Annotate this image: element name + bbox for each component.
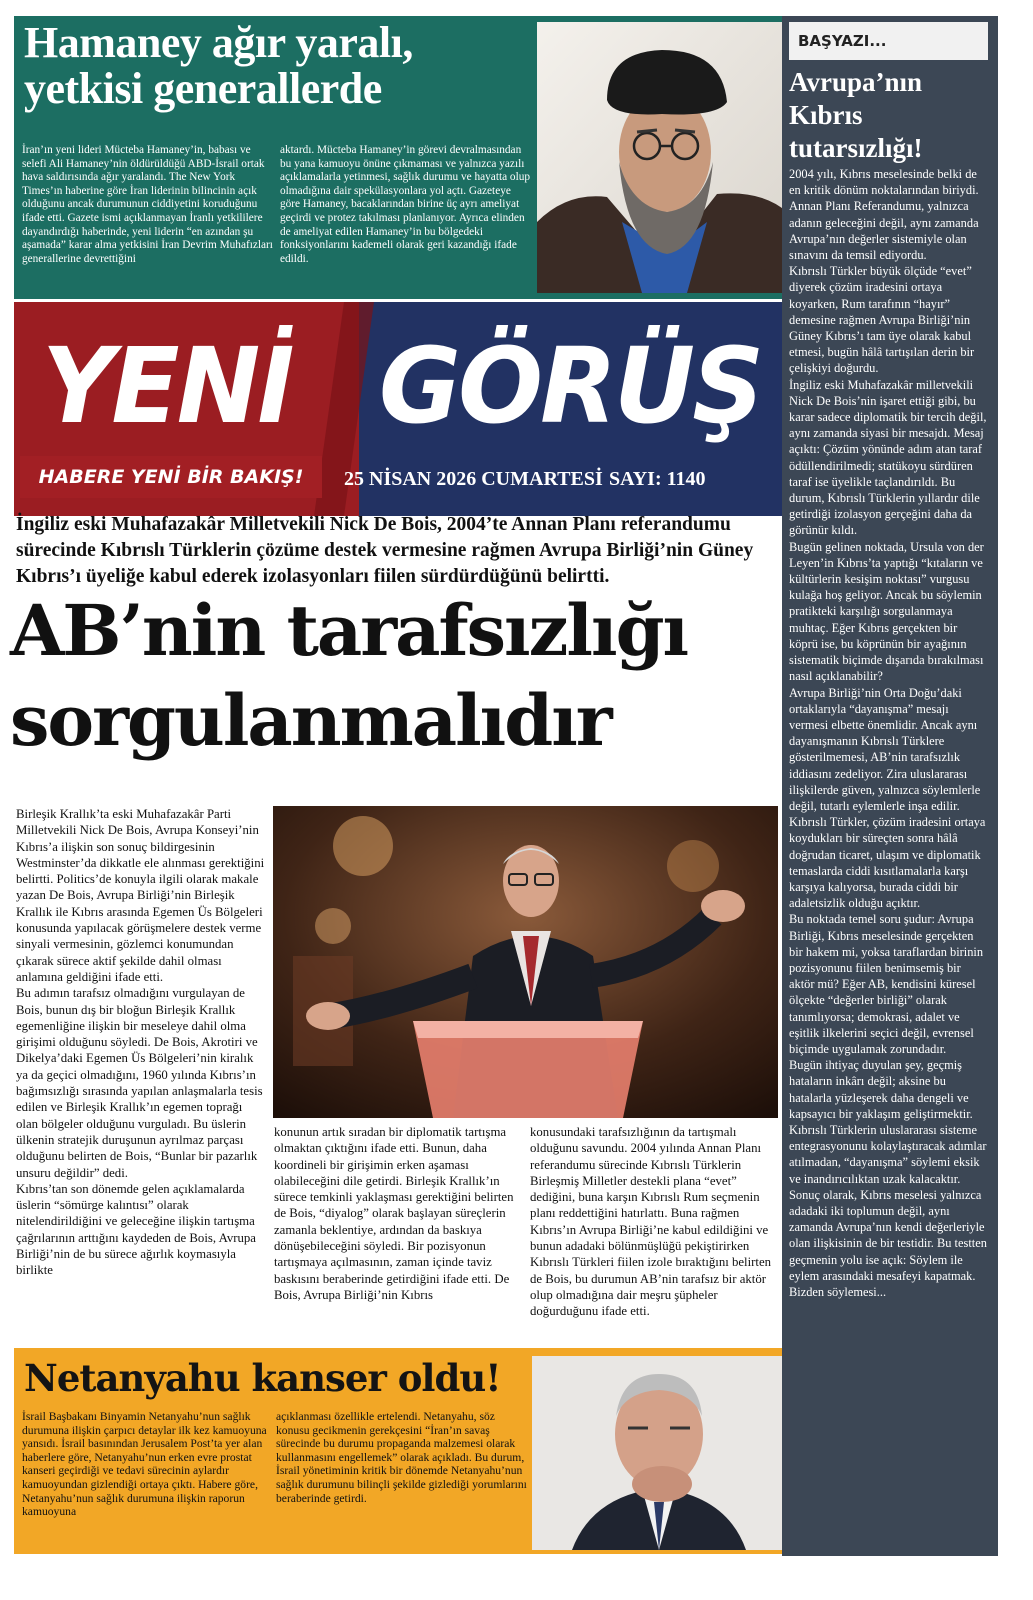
issue-date: 25 NİSAN 2026 CUMARTESİ xyxy=(344,468,603,490)
editorial-paragraph: Bu noktada temel soru şudur: Avrupa Birliği, Kıbrıs meselesinde gerçekten bir hakem mi, yoksa taraflardan birinin pozisyonunu fiilen benimsemiş bir aktör mü? Eğer AB, kendisini küresel ölçekte “değerler birliği” olarak tanımlıyorsa; demokrasi, adalet ve eşitlik ilkelerini seçici değil, evrensel biçimde uygulamak zorundadır. xyxy=(789,912,984,1056)
main-story-paragraph: Birleşik Krallık’ta eski Muhafazakâr Parti Milletvekili Nick De Bois, Avrupa Konseyi’nin Kıbrıs’a ilişkin son sonuç bildirgesinin Westminster’da dikkatle ele alınması gerektiğini belirtti. Politics’de konuyla ilgili olarak makale yazan De Bois, Avrupa Birliği’nin Birleşik Krallık ile Kıbrıs arasında Egemen Üs Bölgeleri konusunda yapılacak görüşmelere destek verme sinyali vermesinin, gözlemci konumundan çıkarak sürece aktif şekilde dahil olması anlamına geldiğini ifade etti. xyxy=(16,807,265,984)
bottom-story-headline[interactable]: Netanyahu kanser oldu! xyxy=(24,1356,501,1400)
masthead xyxy=(14,302,792,516)
main-story-paragraph: Kıbrıs’tan son dönemde gelen açıklamalarda üslerin “sömürge kalıntısı” olarak nitelendirildiğini ve geleceğine ilişkin tartışma çağrılarının arttığını kaydeden de Bois, Avrupa Birliği’nin de bu sürece ağırlık koymasıyla birlikte xyxy=(16,1181,256,1278)
speaker-at-podium-photo[interactable] xyxy=(273,806,778,1118)
top-story-headline[interactable]: Hamaney ağır yaralı, yetkisi generallerde xyxy=(24,18,413,113)
main-story-column-3: konusundaki tarafsızlığının da tartışmalı olduğunu savundu. 2004 yılında Annan Planı referandumu sürecinde Kıbrıslı Türklerin Birleşmiş Milletler destekli plana “evet” dediğini, buna karşın Kıbrıslı Rum seçmenin planı reddettiğini hatırlattı. Buna rağmen Kıbrıs’ın Avrupa Birliği’ne kabul edildiğini ve bunun adadaki bölünmüşlüğü pekiştirirken Kıbrıslı Türkleri fiilen izole bıraktığını belirten de Bois, bu durumun AB’nin tarafsız bir aktör olup olmadığına dair meşru şüpheler doğurduğunu ifade etti. xyxy=(530,1125,772,1319)
masthead-tagline: HABERE YENİ BİR BAKIŞ! xyxy=(20,456,322,498)
editorial-paragraph: Avrupa Birliği’nin Orta Doğu’daki ortaklarıyla “dayanışma” mesajı vermesi elbette önemlidir. Ancak aynı dayanışmanın Kıbrıslı Türklere gösterilmemesi, AB’nin tarafsızlık iddiasını zedeliyor. Zira uluslararası ilişkilerde güven, yalnızca söylemlerle değil, tutarlı eylemlerle inşa edilir. Kıbrıslı Türkler, çözüm iradesini ortaya koydukları bir süreçten sonra hâlâ doğrudan ticaret, ulaşım ve diplomatik temaslarda ciddi kısıtlamalarla karşı karşıya kalıyorsa, burada ciddi bir adaletsizlik olduğu açıktır. xyxy=(789,685,986,911)
editorial-sidebar xyxy=(782,16,998,1556)
main-story-headline[interactable]: AB’nin tarafsızlığı sorgulanmalıdır xyxy=(10,589,688,762)
cleric-portrait-photo[interactable] xyxy=(537,22,787,293)
editorial-label: BAŞYAZI... xyxy=(789,22,988,60)
netanyahu-portrait-photo[interactable] xyxy=(532,1356,786,1550)
main-story-column-1 xyxy=(16,806,266,1279)
editorial-paragraph: İngiliz eski Muhafazakâr milletvekili Nick De Bois’nin işaret ettiği gibi, bu karar sadece diplomatik bir tercih değil, aynı zamanda siyasi bir mesajdı. Mesaj açıktı: Çözüm yönünde adım atan taraf ödüllendirilmedi; statükoyu sürdüren taraf ise üyelikle taçlandırıldı. Bu durum, Kıbrıslı Türklerin yıllardır dile getirdiği izolasyon gerçeğini daha da görünür kıldı. xyxy=(789,377,987,538)
editorial-paragraph: Sonuç olarak, Kıbrıs meselesi yalnızca adadaki iki toplumun değil, aynı zamanda Avrupa’nın kendi değerleriyle olan ilişkisinin de bir testidir. Bu testten geçmenin yolu ise açık: Söylem ile eylem arasındaki mesafeyi kapatmak. Bizden söylemesi... xyxy=(789,1187,987,1300)
bottom-story-column-2: açıklanması özellikle ertelendi. Netanyahu, söz konusu gecikmenin gerekçesini “İran’ın savaş sürecinde bu durumu propaganda malzemesi olarak kullanmasını engellemek” olarak açıkladı. Bu durum, İsrail yönetiminin kritik bir dönemde Netanyahu’nun sağlık durumunu bilinçli şekilde gizlediği yorumlarını beraberinde getirdi. xyxy=(276,1410,527,1505)
editorial-title[interactable]: Avrupa’nın Kıbrıs tutarsızlığı! xyxy=(789,67,923,163)
top-story-column-2: aktardı. Mücteba Hamaney’in görevi devralmasından bu yana kamuoyu önüne çıkmaması ve yalnızca yazılı açıklamalarla yetinmesi, sağlık durumu ve hayatta olup olmadığına dair spekülasyonlara yol açtı. Gazeteye göre Hamaney, bacaklarından birine üç ayrı ameliyat geçirdi ve protez takılması planlanıyor. Ayrıca elinden de ameliyat edilen Hamaney’in bu bölgedeki fonksiyonlarını kademeli olarak geri kazandığı ifade edildi. xyxy=(280,144,531,265)
top-story-box xyxy=(14,16,792,299)
issue-number: SAYI: 1140 xyxy=(609,468,706,490)
top-story-column-1: İran’ın yeni lideri Mücteba Hamaney’in, babası ve selefi Ali Hamaney’nin öldürüldüğü ABD-İsrail ortak hava saldırısında ağır yaralandı. The New York Times’ın haberine göre İran liderinin bilincinin açık olduğunu ancak durumunun ciddiyetini koruduğunu ifade etti. Gazete ismi açıklanmayan İranlı yetkililere dayandırdığı haberinde, yeni liderin “en azından şu aşamada” karar alma yetkisini İran Devrim Muhafızları generallerine devrettiğini xyxy=(22,144,273,265)
bottom-story-box xyxy=(14,1348,792,1554)
editorial-paragraph: Bugün ihtiyaç duyulan şey, geçmiş hataların inkârı değil; aksine bu hatalarla yüzleşerek daha dengeli ve kapsayıcı bir yaklaşım geliştirmektir. Kıbrıslı Türklerin uluslararası sisteme entegrasyonunu kolaylaştıracak adımlar atılmadan, “dayanışma” söylemi eksik ve inandırıcılıktan uzak kalacaktır. xyxy=(789,1058,987,1186)
main-story-deck: İngiliz eski Muhafazakâr Milletvekili Nick De Bois, 2004’te Annan Planı referandumu sürecinde Kıbrıslı Türklerin çözüme destek vermesine rağmen Avrupa Birliği’nin Güney Kıbrıs’ı üyeliğe kabul ederek izolasyonları fiilen sürdürdüğünü belirtti. xyxy=(16,514,754,587)
bottom-story-column-1: İsrail Başbakanı Binyamin Netanyahu’nun sağlık durumuna ilişkin çarpıcı detaylar ilk kez kamuoyuna yansıdı. İsrail basınından Jerusalem Post’ta yer alan haberlere göre, Netanyahu’nun erken evre prostat kanseri geçirdiği ve tedavi sürecinin aylardır kamuoyundan gizlendiği ortaya çıktı. Habere göre, Netanyahu’nun sağlık durumuna ilişkin raporun kamuoyuna xyxy=(22,1410,267,1519)
main-story-paragraph: Bu adımın tarafsız olmadığını vurgulayan de Bois, bunun dış bir bloğun Birleşik Krallık egemenliğine ilişkin bir meseleye dahil olma girişimi olduğunu söyledi. De Bois, Akrotiri ve Dikelya’daki Egemen Üs Bölgeleri’nin kiralık ya da geçici olmadığını, 1960 yılında Kıbrıs’ın bağımsızlığı sırasında yapılan anlaşmalarla tesis edilen ve Birleşik Krallık’ın egemen toprağı olan bölgeler olduğunu vurguladı. Bu üslerin ülkenin stratejik duruşunun ayrılmaz parçası olduğunu belirten de Bois, “Bunlar bir pazarlık unsuru değildir” dedi. xyxy=(16,986,263,1180)
logo-word-yeni[interactable]: YENİ xyxy=(42,325,292,447)
editorial-paragraph: Kıbrıslı Türkler büyük ölçüde “evet” diyerek çözüm iradesini ortaya koyarken, Rum tarafının “hayır” demesine rağmen Avrupa Birliği’nin Güney Kıbrıs’ı tam üye olarak kabul etmesi, bugün hâlâ tartışılan derin bir çelişkiyi doğurdu. xyxy=(789,264,975,376)
editorial-paragraph: Bugün gelinen noktada, Ursula von der Leyen’in Kıbrıs’ta yaptığı “kıtaların ve kültürlerin kesişim noktası” vurgusu kulağa hoş geliyor. Ancak bu söylemin pratikteki karşılığı sorgulanmaya muhtaç. Eğer Kıbrıs gerçekten bir köprü ise, bu köprünün bir ayağının sistematik biçimde dışarıda bırakılması nasıl açıklanabilir? xyxy=(789,539,984,684)
logo-word-gorus[interactable]: GÖRÜŞ xyxy=(379,325,762,447)
main-story-column-2: konunun artık sıradan bir diplomatik tartışma olmaktan çıktığını ifade etti. Bunun, daha koordineli bir girişimin erken aşaması olabileceğini dile getirdi. Birleşik Krallık’ın sürece temkinli yaklaşması gerektiğini belirten de Bois, “diyalog” olarak başlayan süreçlerin zamanla beklentiye, ardından da baskıya dönüşebileceğini söyledi. Bir pozisyonun tartışmaya açılmasının, zaman içinde taviz baskısını beraberinde getirdiğini ifade etti. De Bois, Avrupa Birliği’nin Kıbrıs xyxy=(274,1125,514,1302)
editorial-body xyxy=(789,166,989,1300)
editorial-paragraph: 2004 yılı, Kıbrıs meselesinde belki de en kritik dönüm noktalarından biriydi. Annan Planı Referandumu, yalnızca adanın geleceğini değil, aynı zamanda Avrupa’nın değerler sistemiyle olan sınavını da temsil ediyordu. xyxy=(789,167,979,263)
